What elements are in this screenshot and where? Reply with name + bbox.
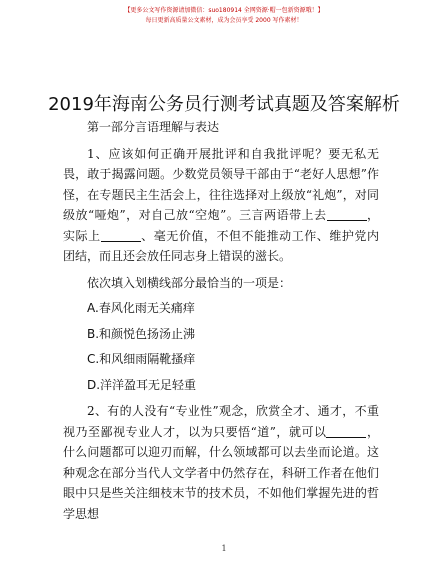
promo-banner-line-1: 【更多公文写作资源请加微信：suo180914 全网资源·帽一包新资源哦！】 [124,7,324,14]
promo-banner-line-2: 每日更新高质量公文素材，成为会员享受 2000 写作素材！ [145,17,303,24]
question-2-text-a: 2、有的人没有“专业性”观念，欣赏全才、通才，不重视乃至鄙视专业人才，以为只要悟“道”，就可以 [63,404,379,439]
page-number: 1 [221,544,227,553]
question-2-text-b: ，什么问题都可以迎刃而解，什么领域都可以去坐而论道。这种观念在部分当代人文学者中仍然存在，科研工作者在他们眼中只是些关注细枝末节的技术员，不如他们掌握先进的哲学思想 [63,424,379,521]
promo-banner [0,6,448,26]
answer-blank-2 [101,229,141,242]
answer-blank-1 [327,208,367,221]
option-a: A.春风化雨无关痛痒 [87,301,195,315]
section-heading: 第一部分言语理解与表达 [87,120,220,134]
option-b: B.和颜悦色扬汤止沸 [87,326,196,341]
question-1-stem [63,144,379,267]
document-body [63,117,379,524]
question-1-text-a: 1、应该如何正确开展批评和自我批评呢？要无私无畏，敢于揭露问题。少数党员领导干部由于“老好人思想”作怪，在专题民主生活会上，往往选择对上级放“礼炮”，对同级放“哑炮”，对自己放“空炮”。三言两语带上去 [63,146,379,222]
question-2-stem [63,401,379,524]
option-d: D.洋洋盈耳无足轻重 [87,377,197,392]
question-1-text-b: ，实际上 [63,208,379,243]
answer-blank-3 [326,425,366,438]
option-c: C.和风细雨隔靴搔痒 [87,352,196,366]
document-title: 2019年海南公务员行测考试真题及答案解析 [48,94,400,115]
question-1-prompt: 依次填入划横线部分最恰当的一项是： [87,275,292,290]
question-1-text-c: 、毫无价值，不但不能推动工作、维护党内团结，而且还会放任同志身上错误的滋长。 [63,228,379,263]
